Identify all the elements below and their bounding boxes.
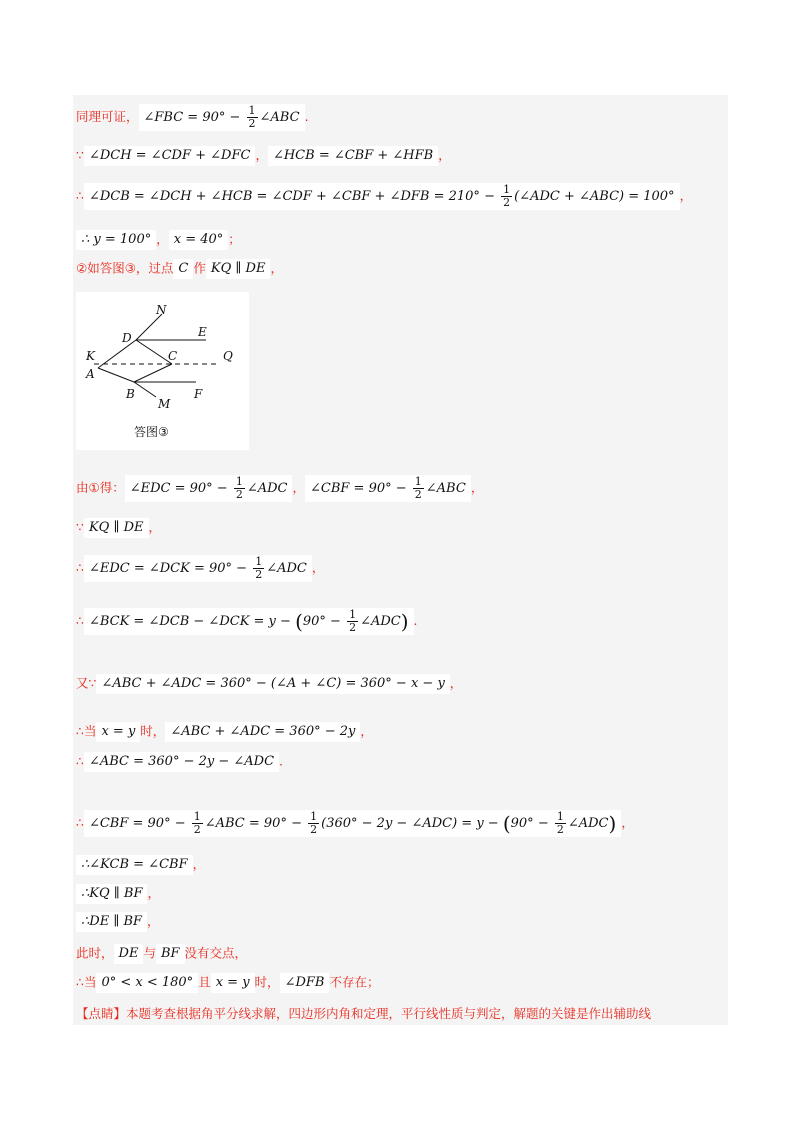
line-2: ∵ ∠DCH = ∠CDF + ∠DFC ， ∠HCB = ∠CBF + ∠HFB ，: [76, 146, 451, 166]
line-15-math: ∴KQ ∥ BF: [76, 884, 147, 904]
line-17: 此时， DE 与 BF 没有交点，: [76, 944, 247, 964]
line-17-math-1: DE: [114, 944, 144, 964]
line-3: ∴ ∠DCB = ∠DCH + ∠HCB = ∠CDF + ∠CBF + ∠DFB = 210° − $\frac{1}{2}$ (∠ADC + ∠ABC) = 100° ，: [76, 183, 693, 209]
line-12-math: ∠ABC = 360° − 2y − ∠ADC: [84, 752, 279, 772]
line-18-math-3: ∠DFB: [280, 973, 330, 993]
label-k: K: [86, 349, 95, 363]
line-4-math-2: x = 40°: [169, 230, 229, 250]
line-15: ∴KQ ∥ BF ，: [76, 884, 160, 904]
line-2-math-1: ∠DCH = ∠CDF + ∠DFC: [84, 146, 255, 166]
line-1-math: ∠FBC = 90° − $\frac{1}{2}$ ∠ABC: [139, 104, 305, 131]
line-7-math: KQ ∥ DE: [84, 518, 149, 538]
line-4: ∴ y = 100° ， x = 40° ；: [76, 230, 241, 250]
label-f: F: [194, 387, 203, 401]
line-7: ∵ KQ ∥ DE ，: [76, 518, 161, 538]
label-q: Q: [223, 349, 233, 363]
segment-dc: [136, 340, 172, 364]
label-a: A: [86, 367, 95, 381]
point-c-label: C: [173, 259, 193, 279]
line-6-math-1: ∠EDC = 90° − $\frac{1}{2}$ ∠ADC: [125, 475, 293, 502]
line-3-math: ∠DCB = ∠DCH + ∠HCB = ∠CDF + ∠CBF + ∠DFB = 210° − $\frac{1}{2}$ (∠ADC + ∠ABC) = 100°: [84, 183, 680, 210]
label-n: N: [156, 303, 167, 317]
line-11-math-2: ∠ABC + ∠ADC = 360° − 2y: [165, 722, 360, 742]
line-11: ∴当 x = y 时， ∠ABC + ∠ADC = 360° − 2y ，: [76, 722, 373, 742]
line-8-math: ∠EDC = ∠DCK = 90° − $\frac{1}{2}$ ∠ADC: [84, 555, 312, 582]
line-14-math: ∴∠KCB = ∠CBF: [76, 855, 193, 875]
label-m: M: [158, 397, 171, 411]
line-9-math: ∠BCK = ∠DCB − ∠DCK = y − (90° − $\frac{1}{2}$ ∠ADC): [84, 608, 414, 635]
line-16-math: ∴DE ∥ BF: [76, 912, 147, 932]
line-4-math-1: ∴ y = 100°: [76, 230, 156, 250]
label-e: E: [198, 325, 207, 339]
line-2-math-2: ∠HCB = ∠CBF + ∠HFB: [268, 146, 438, 166]
line-14: ∴∠KCB = ∠CBF ，: [76, 855, 205, 875]
line-13-math: ∠CBF = 90° − $\frac{1}{2}$ ∠ABC = 90° − $\frac{1}{2}$ (360° − 2y − ∠ADC) = y − (90° − $\frac{1}{2}$ ∠ADC): [84, 810, 621, 837]
geometry-figure: [76, 292, 249, 450]
segment-cb: [134, 364, 172, 382]
line-9: ∴ ∠BCK = ∠DCB − ∠DCK = y − (90° − $\frac{1}{2}$ ∠ADC) .: [76, 608, 418, 634]
ray-bm: [134, 382, 156, 397]
line-18-math-2: x = y: [211, 973, 255, 993]
segment-ab: [98, 368, 134, 382]
line-16: ∴DE ∥ BF ，: [76, 912, 160, 932]
line-6-math-2: ∠CBF = 90° − $\frac{1}{2}$ ∠ABC: [305, 475, 471, 502]
line-18: ∴当 0° < x < 180° 且 x = y 时， ∠DFB 不存在；: [76, 973, 379, 993]
line-18-math-1: 0° < x < 180°: [96, 973, 198, 993]
line-17-math-2: BF: [156, 944, 185, 964]
line-1-prefix: 同理可证，: [76, 109, 139, 124]
figure-caption: 答图③: [134, 425, 169, 439]
line-10: 又∵ ∠ABC + ∠ADC = 360° − (∠A + ∠C) = 360° − x − y ，: [76, 674, 462, 694]
key-point-note: 【点睛】本题考查根据角平分线求解，四边形内角和定理，平行线性质与判定，解题的关键是作出辅助线: [76, 1006, 652, 1021]
line-12: ∴ ∠ABC = 360° − 2y − ∠ADC .: [76, 752, 283, 772]
line-10-math: ∠ABC + ∠ADC = 360° − (∠A + ∠C) = 360° − x − y: [96, 674, 449, 694]
line-5-math: KQ ∥ DE: [206, 259, 271, 279]
ray-dn: [136, 314, 162, 340]
label-c: C: [168, 349, 178, 363]
line-1: 同理可证， ∠FBC = 90° − $\frac{1}{2}$ ∠ABC .: [76, 104, 309, 130]
label-d: D: [122, 331, 132, 345]
line-8: ∴ ∠EDC = ∠DCK = 90° − $\frac{1}{2}$ ∠ADC ，: [76, 555, 325, 581]
label-b: B: [126, 387, 135, 401]
line-13: ∴ ∠CBF = 90° − $\frac{1}{2}$ ∠ABC = 90° − $\frac{1}{2}$ (360° − 2y − ∠ADC) = y − (90° − $\frac{1}{2}$ ∠ADC) ，: [76, 810, 634, 836]
line-5: ②如答图③，过点 C 作 KQ ∥ DE ，: [76, 259, 283, 279]
line-11-math-1: x = y: [96, 722, 140, 742]
line-6: 由①得： ∠EDC = 90° − $\frac{1}{2}$ ∠ADC ， ∠CBF = 90° − $\frac{1}{2}$ ∠ABC ，: [76, 475, 484, 501]
